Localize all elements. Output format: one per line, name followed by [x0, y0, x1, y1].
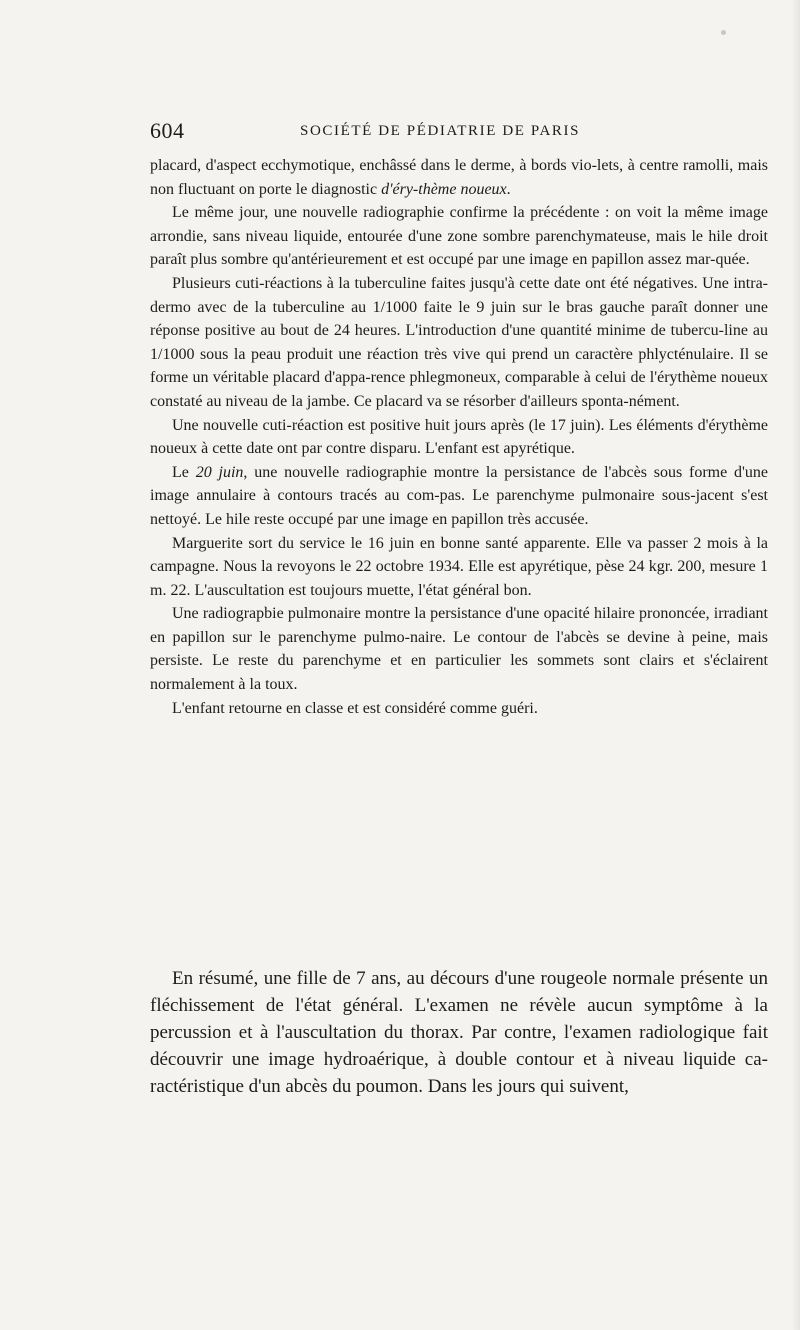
date-italic: 20 juin [195, 463, 244, 481]
paragraph-cured: L'enfant retourne en classe et est considéré comme guéri. [172, 699, 538, 717]
page-edge-shadow [792, 0, 800, 1330]
paragraph-erythema-end: . [506, 180, 511, 198]
summary-section [150, 965, 768, 1100]
running-title: SOCIÉTÉ DE PÉDIATRIE DE PARIS [300, 123, 581, 139]
diagnosis-italic: d'éry-thème noueux [381, 180, 507, 198]
body-text [150, 154, 768, 720]
paragraph-june-start: Le [172, 463, 196, 481]
paragraph-radiography: Le même jour, une nouvelle radiographie confirme la précédente : on voit la même image arrondie, sans niveau liquide, entourée d'une zone sombre parenchymateuse, mais le hile droit paraît plus sombre qu'antérieurement et est occupé par une image en papillon assez mar-quée. [150, 204, 768, 269]
paragraph-june-radiography [150, 461, 768, 532]
paper-speck [721, 30, 726, 35]
summary-paragraph: En résumé, une fille de 7 ans, au décours d'une rougeole normale présente un fléchissement de l'état général. L'examen ne révèle aucun symptôme à la percussion et à l'auscultation du thorax. Par contre, l'examen radiologique fait découvrir une image hydroaérique, à double contour et à niveau liquide ca-ractéristique d'un abcès du poumon. Dans les jours qui suivent, [150, 968, 768, 1097]
paragraph-june-text: , une nouvelle radiographie montre la persistance de l'abcès sous forme d'une image annulaire à contours tracés au com-pas. Le parenchyme pulmonaire sous-jacent s'est nettoyé. Le hile reste occupé par une image en papillon très accusée. [150, 463, 769, 528]
paragraph-discharge: Marguerite sort du service le 16 juin en bonne santé apparente. Elle va passer 2 mois à la campagne. Nous la revoyons le 22 octobre 1934. Elle est apyrétique, pèse 24 kgr. 200, mesure 1 m. 22. L'auscultation est toujours muette, l'état général bon. [150, 534, 768, 599]
page-header [150, 118, 770, 158]
paragraph-pulmonary-radiography: Une radiograpbie pulmonaire montre la persistance d'une opacité hilaire prononcée, irradiant en papillon sur le parenchyme pulmo-naire. Le contour de l'abcès se devine à peine, mais persiste. Le reste du parenchyme et en particulier les sommets sont clairs et s'éclairent normalement à la toux. [150, 605, 768, 694]
paragraph-erythema-text: placard, d'aspect ecchymotique, enchâssé dans le derme, à bords vio-lets, à centre ramolli, mais non fluctuant on porte le diagnostic [150, 157, 768, 198]
paragraph-tuberculin: Plusieurs cuti-réactions à la tuberculine faites jusqu'à cette date ont été négatives. Une intra-dermo avec de la tuberculine au 1/1000 faite le 9 juin sur le bras gauche paraît donner une réponse positive au bout de 24 heures. L'introduction d'une quantité minime de tubercu-line au 1/1000 sous la peau produit une réaction très vive qui prend un caractère phlycténulaire. Il se forme un véritable placard d'appa-rence phlegmoneux, comparable à celui de l'érythème noueux constaté au niveau de la jambe. Ce placard va se résorber d'ailleurs sponta-nément. [150, 274, 768, 410]
page-number: 604 [150, 118, 185, 143]
paragraph-erythema [150, 154, 768, 201]
paragraph-cuti-reaction: Une nouvelle cuti-réaction est positive huit jours après (le 17 juin). Les éléments d'érythème noueux à cette date ont par contre disparu. L'enfant est apyrétique. [150, 416, 768, 458]
